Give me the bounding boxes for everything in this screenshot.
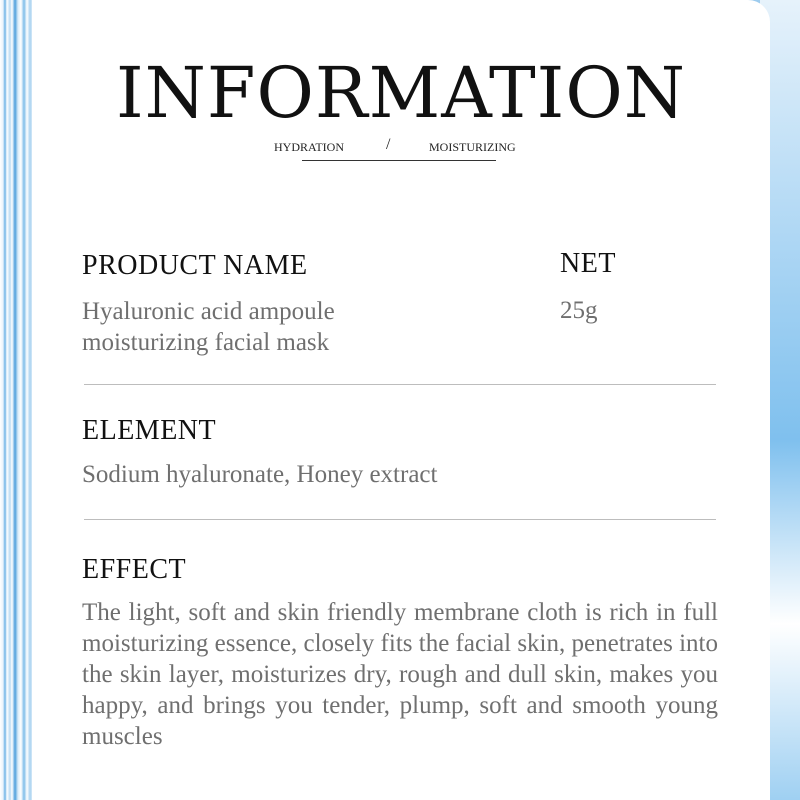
page-title: INFORMATION	[116, 52, 686, 134]
product-name-line1: Hyaluronic acid ampoule	[82, 298, 335, 325]
effect-label: EFFECT	[82, 554, 187, 585]
element-label: ELEMENT	[82, 415, 217, 446]
subtitle-hydration: HYDRATION	[274, 140, 344, 154]
effect-value: The light, soft and skin friendly membrane cloth is rich in full moisturizing essence, closely fits the facial skin, penetrates into the skin layer, moisturizes dry, rough and dull skin, makes you happy, and brings you tender, plump, soft and smooth young muscles	[82, 599, 718, 750]
net-value: 25g	[560, 297, 598, 324]
net-label: NET	[560, 248, 616, 279]
element-value: Sodium hyaluronate, Honey extract	[82, 461, 438, 488]
divider-2	[84, 519, 716, 520]
info-card	[32, 0, 770, 800]
subtitle-separator: /	[386, 136, 391, 153]
product-name-line2: moisturizing facial mask	[82, 329, 330, 356]
subtitle-moisturizing: MOISTURIZING	[429, 140, 516, 154]
product-name-label: PRODUCT NAME	[82, 250, 308, 281]
left-decorative-stripes	[0, 0, 34, 800]
subtitle-underline	[302, 160, 496, 161]
subtitle-row	[274, 138, 524, 162]
divider-1	[84, 384, 716, 385]
